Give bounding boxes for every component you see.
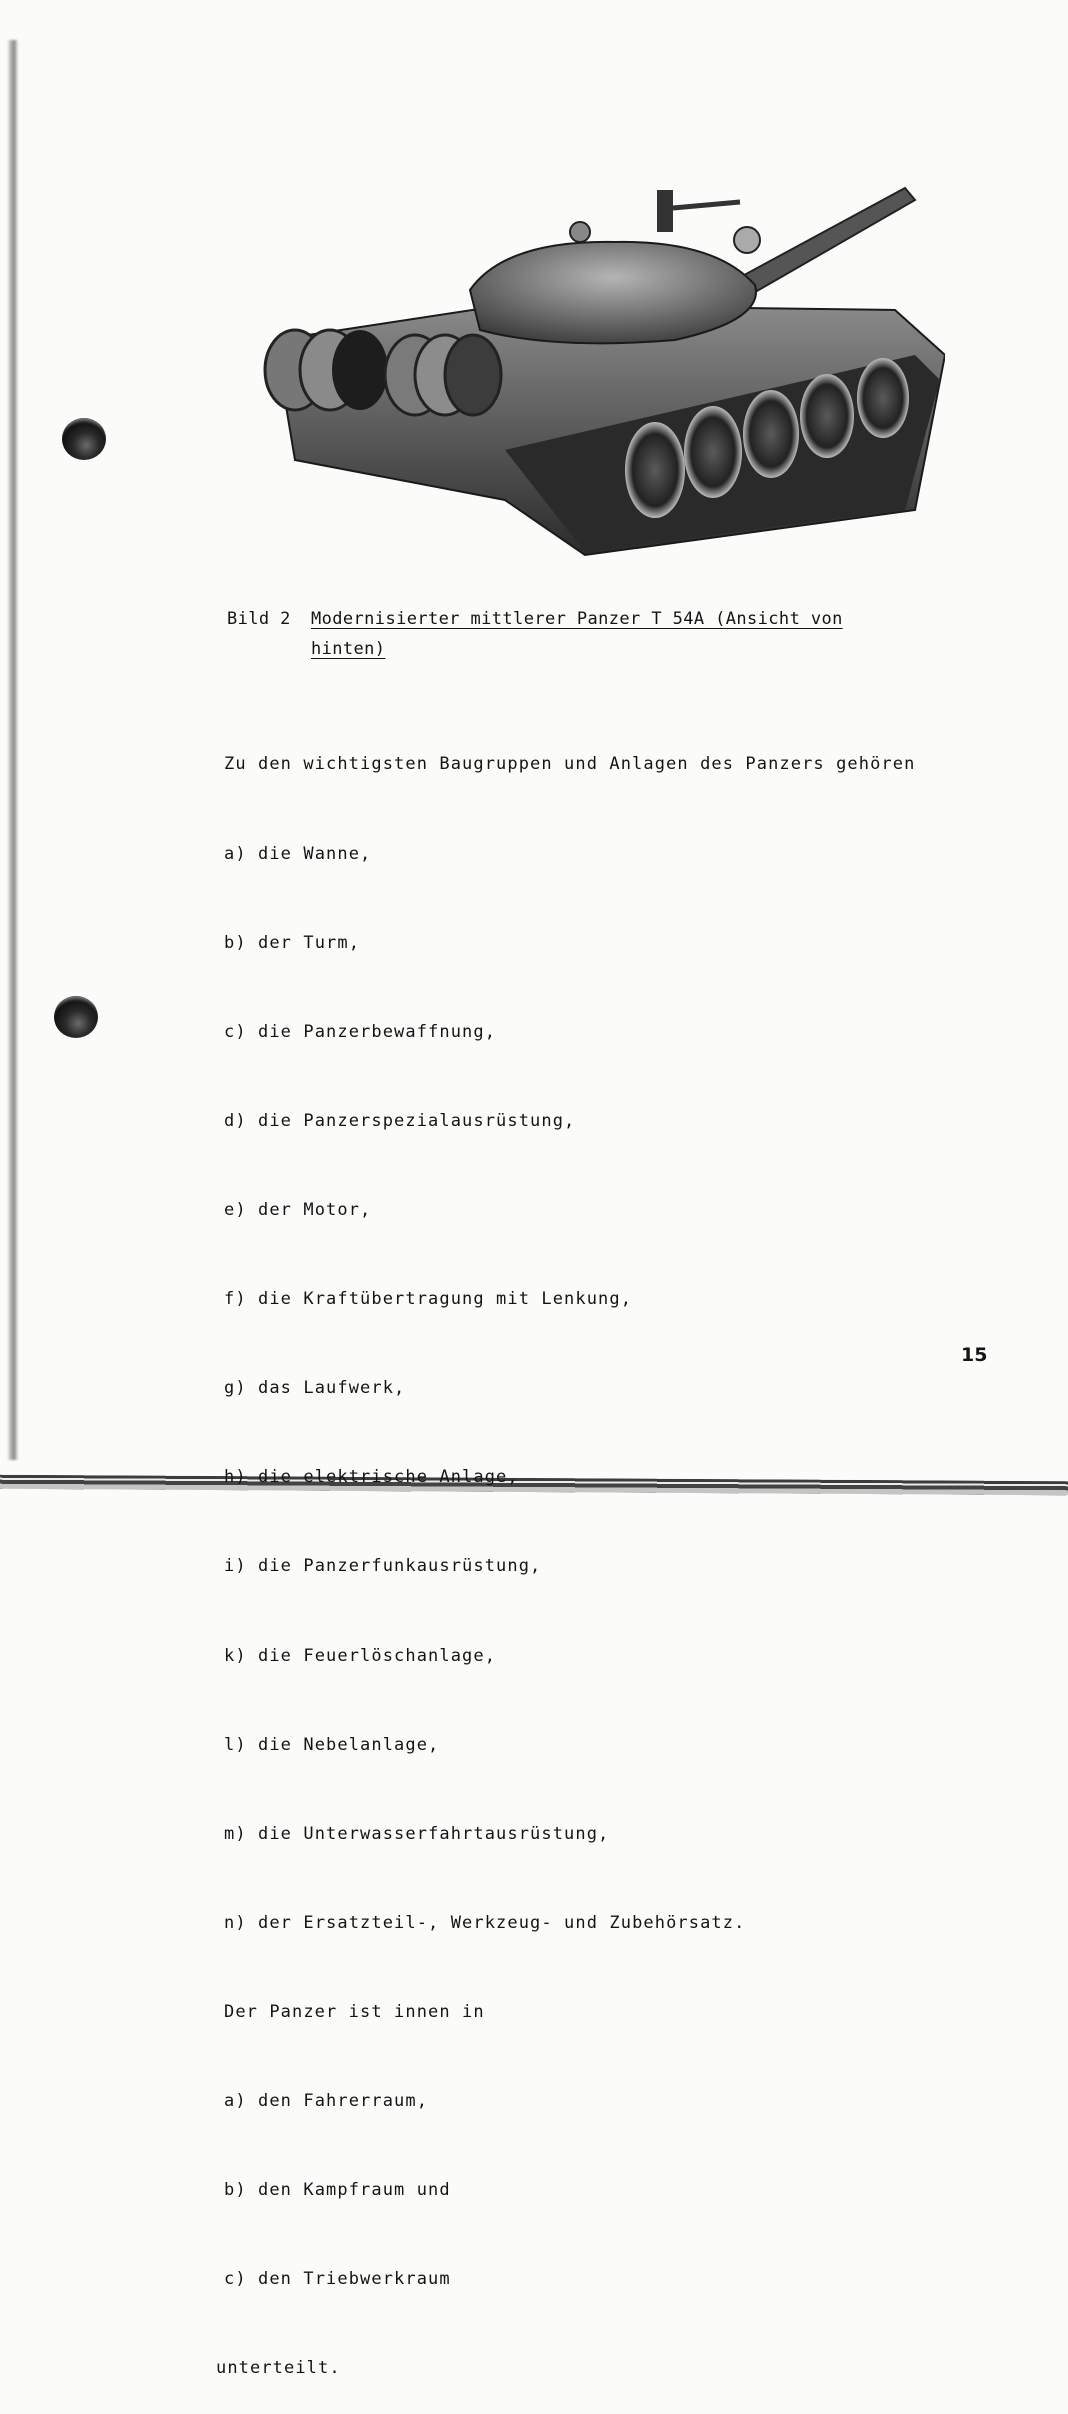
list-item	[224, 1552, 915, 1582]
list-item-text: die Panzerfunkausrüstung,	[258, 1556, 542, 1577]
figure-caption	[227, 604, 843, 664]
list-item-text: den Kampfraum und	[258, 2180, 451, 2201]
figure-title: Modernisierter mittlerer Panzer T 54A (Ansicht von	[311, 609, 843, 629]
list-item-text: der Motor,	[258, 1199, 372, 1220]
body-text	[216, 691, 916, 2414]
list-item-letter: a)	[224, 2091, 247, 2112]
division-intro: Der Panzer ist innen in	[224, 2001, 485, 2022]
figure-title-continued: hinten)	[311, 639, 386, 659]
list-item-text: den Triebwerkraum	[258, 2269, 451, 2290]
compartment-item	[224, 2087, 915, 2117]
scan-left-edge	[8, 40, 18, 1460]
list-item-text: die Panzerbewaffnung,	[258, 1021, 497, 1042]
list-item	[224, 840, 915, 870]
list-item-text: das Laufwerk,	[258, 1378, 406, 1399]
list-item	[224, 1285, 915, 1315]
list-item	[224, 929, 915, 959]
list-item	[224, 1018, 915, 1048]
list-item-letter: l)	[224, 1734, 247, 1755]
list-item	[224, 1463, 915, 1493]
list-item-text: den Fahrerraum,	[258, 2091, 429, 2112]
punch-hole	[54, 996, 98, 1038]
list-item	[224, 1820, 915, 1850]
list-item	[224, 1107, 915, 1137]
list-item-text: die Wanne,	[258, 843, 372, 864]
list-item	[224, 1196, 915, 1226]
list-item-letter: b)	[224, 2180, 247, 2201]
list-item-text: die Unterwasserfahrtausrüstung,	[258, 1823, 610, 1844]
page-number: 15	[961, 1344, 988, 1366]
list-item-letter: g)	[224, 1378, 247, 1399]
list-item	[224, 1731, 915, 1761]
compartment-item	[224, 2265, 915, 2295]
outro-sentence: unterteilt.	[216, 2358, 341, 2379]
list-item-letter: k)	[224, 1645, 247, 1666]
list-item-letter: h)	[224, 1467, 247, 1488]
tank-photo	[255, 180, 945, 560]
intro-sentence: Zu den wichtigsten Baugruppen und Anlagen des Panzers gehören	[224, 754, 916, 775]
list-item-letter: i)	[224, 1556, 247, 1577]
figure-label: Bild 2	[227, 609, 291, 629]
list-item-letter: b)	[224, 932, 247, 953]
list-item	[224, 1642, 915, 1672]
list-item-letter: e)	[224, 1199, 247, 1220]
list-item-letter: n)	[224, 1912, 247, 1933]
compartment-item	[224, 2176, 915, 2206]
list-item	[224, 1374, 915, 1404]
list-item-letter: a)	[224, 843, 247, 864]
list-item-letter: c)	[224, 1021, 247, 1042]
list-item-text: die Panzerspezialausrüstung,	[258, 1110, 576, 1131]
list-item-text: die Nebelanlage,	[258, 1734, 440, 1755]
list-item-letter: c)	[224, 2269, 247, 2290]
list-item-text: der Turm,	[258, 932, 361, 953]
list-item-text: die Kraftübertragung mit Lenkung,	[258, 1289, 633, 1310]
list-item-letter: d)	[224, 1110, 247, 1131]
list-item	[224, 1909, 915, 1939]
punch-hole	[62, 418, 106, 460]
list-item-letter: f)	[224, 1289, 247, 1310]
list-item-letter: m)	[224, 1823, 247, 1844]
list-item-text: die elektrische Anlage,	[258, 1467, 519, 1488]
list-item-text: die Feuerlöschanlage,	[258, 1645, 497, 1666]
list-item-text: der Ersatzteil-, Werkzeug- und Zubehörsatz.	[258, 1912, 746, 1933]
